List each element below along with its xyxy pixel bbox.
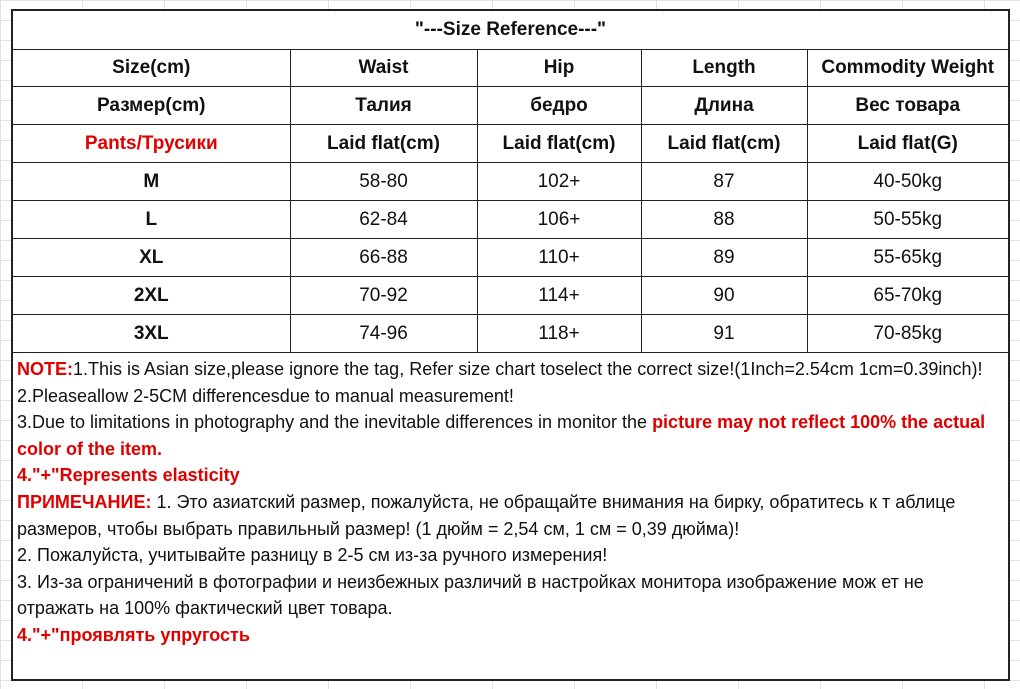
note-3: [17, 409, 1002, 462]
header-cell: бедро: [477, 87, 641, 125]
header-row-english: [13, 49, 1008, 87]
table-cell: 70-92: [290, 277, 477, 315]
note-1: [17, 356, 1002, 383]
table-cell: 110+: [477, 239, 641, 277]
header-cell: Laid flat(cm): [290, 125, 477, 163]
size-cell: 2XL: [13, 277, 290, 315]
header-cell: Талия: [290, 87, 477, 125]
size-cell: L: [13, 201, 290, 239]
table-cell: 106+: [477, 201, 641, 239]
header-cell: Вес товара: [807, 87, 1008, 125]
header-cell: Waist: [290, 49, 477, 87]
note-text: 1. Это азиатский размер, пожалуйста, не обращайте внимания на бирку, обратитесь к т аблице размеров, чтобы выбрать правильный размер! (1 дюйм = 2,54 см, 1 см = 0,39 дюйма)!: [17, 491, 956, 539]
notes-section: [17, 356, 1002, 649]
table-cell: 87: [641, 163, 807, 201]
note-label: ПРИМЕЧАНИЕ:: [17, 491, 152, 512]
note-ru-1: [17, 489, 1002, 542]
chart-title: "---Size Reference---": [13, 11, 1008, 50]
table-cell: 114+: [477, 277, 641, 315]
table-row: [13, 239, 1008, 277]
header-cell: Length: [641, 49, 807, 87]
size-table: [13, 49, 1008, 353]
size-cell: M: [13, 163, 290, 201]
header-row-measure: [13, 125, 1008, 163]
header-cell: Размер(cm): [13, 87, 290, 125]
size-chart: [11, 9, 1010, 681]
table-row: [13, 163, 1008, 201]
header-cell: Commodity Weight: [807, 49, 1008, 87]
table-cell: 66-88: [290, 239, 477, 277]
note-ru-2: 2. Пожалуйста, учитывайте разницу в 2-5 см из-за ручного измерения!: [17, 545, 608, 566]
size-cell: XL: [13, 239, 290, 277]
table-cell: 62-84: [290, 201, 477, 239]
note-label: NOTE:: [17, 359, 73, 379]
header-cell: Laid flat(cm): [641, 125, 807, 163]
header-cell: Size(cm): [13, 49, 290, 87]
table-cell: 58-80: [290, 163, 477, 201]
table-cell: 50-55kg: [807, 201, 1008, 239]
table-cell: 90: [641, 277, 807, 315]
header-row-russian: [13, 87, 1008, 125]
table-row: [13, 277, 1008, 315]
table-row: [13, 315, 1008, 353]
header-cell: Laid flat(cm): [477, 125, 641, 163]
note-text: 3.Due to limitations in photography and the inevitable differences in monitor the: [17, 412, 653, 433]
note-ru-3: 3. Из-за ограничений в фотографии и неизбежных различий в настройках монитора изображение мож ет не отражать на 100% фактический цвет товара.: [17, 571, 924, 619]
note-text: 1.This is Asian size,please ignore the tag, Refer size chart toselect the correct size!(1Inch=2.54cm 1cm=0.39inch)!: [73, 359, 983, 379]
note-2: 2.Pleaseallow 2-5CM differencesdue to manual measurement!: [17, 385, 514, 406]
table-cell: 65-70kg: [807, 277, 1008, 315]
table-row: [13, 201, 1008, 239]
table-cell: 70-85kg: [807, 315, 1008, 353]
note-ru-4: 4."+"проявлять упругость: [17, 624, 250, 645]
note-highlight: picture may not reflect 100% the actual color of the item.: [17, 412, 986, 459]
table-cell: 118+: [477, 315, 641, 353]
pants-label: Pants/Трусики: [13, 125, 290, 163]
table-cell: 55-65kg: [807, 239, 1008, 277]
header-cell: Laid flat(G): [807, 125, 1008, 163]
table-cell: 40-50kg: [807, 163, 1008, 201]
header-cell: Hip: [477, 49, 641, 87]
table-cell: 88: [641, 201, 807, 239]
note-4: 4."+"Represents elasticity: [17, 465, 240, 486]
table-cell: 89: [641, 239, 807, 277]
table-cell: 74-96: [290, 315, 477, 353]
header-cell: Длина: [641, 87, 807, 125]
size-cell: 3XL: [13, 315, 290, 353]
table-cell: 91: [641, 315, 807, 353]
table-cell: 102+: [477, 163, 641, 201]
